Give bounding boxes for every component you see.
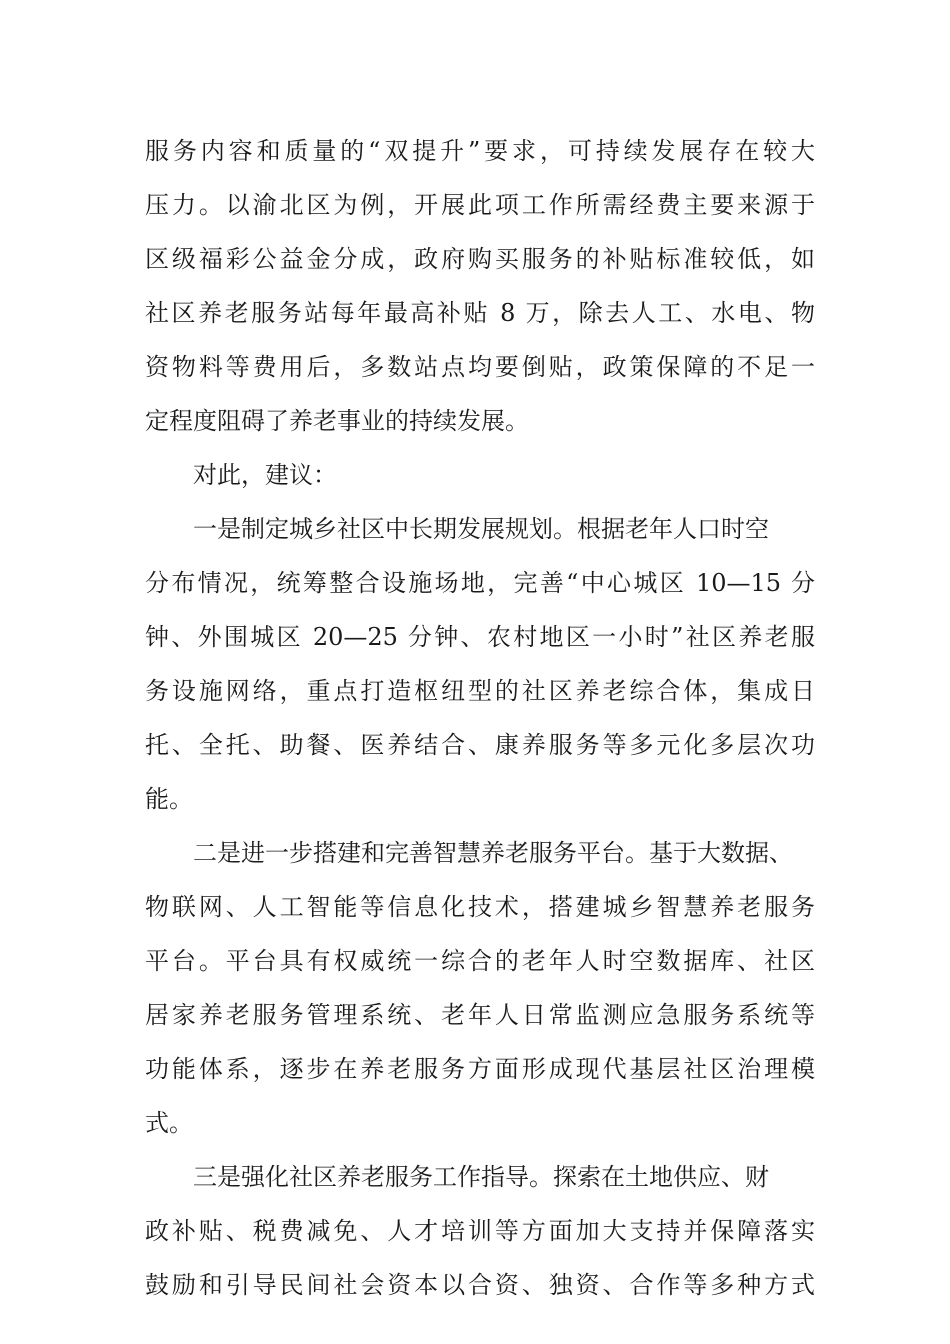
text-line: 社区养老服务站每年最高补贴 8 万，除去人工、水电、物 xyxy=(145,299,815,327)
text-line: 服务内容和质量的“双提升”要求，可持续发展存在较大 xyxy=(145,137,815,165)
text-line: 能。 xyxy=(145,785,193,813)
text-line: 二是进一步搭建和完善智慧养老服务平台。基于大数据、 xyxy=(193,839,793,867)
text-line: 三是强化社区养老服务工作指导。探索在土地供应、财 xyxy=(193,1163,769,1191)
text-line: 压力。以渝北区为例，开展此项工作所需经费主要来源于 xyxy=(145,191,815,219)
text-line: 式。 xyxy=(145,1109,193,1137)
text-line: 功能体系，逐步在养老服务方面形成现代基层社区治理模 xyxy=(145,1055,815,1083)
text-line: 托、全托、助餐、医养结合、康养服务等多元化多层次功 xyxy=(145,731,815,759)
text-line: 平台。平台具有权威统一综合的老年人时空数据库、社区 xyxy=(145,947,815,975)
text-line: 政补贴、税费减免、人才培训等方面加大支持并保障落实 xyxy=(145,1217,815,1245)
text-line: 区级福彩公益金分成，政府购买服务的补贴标准较低，如 xyxy=(145,245,815,273)
text-line: 资物料等费用后，多数站点均要倒贴，政策保障的不足一 xyxy=(145,353,815,381)
text-line: 分布情况，统筹整合设施场地，完善“中心城区 10—15 分 xyxy=(145,569,815,597)
paragraph-heading: 对此，建议： xyxy=(193,461,337,489)
text-line: 鼓励和引导民间社会资本以合资、独资、合作等多种方式 xyxy=(145,1271,815,1299)
text-line: 钟、外围城区 20—25 分钟、农村地区一小时”社区养老服 xyxy=(145,623,815,651)
text-line: 物联网、人工智能等信息化技术，搭建城乡智慧养老服务 xyxy=(145,893,815,921)
text-line: 定程度阻碍了养老事业的持续发展。 xyxy=(145,407,529,435)
text-line: 务设施网络，重点打造枢纽型的社区养老综合体，集成日 xyxy=(145,677,815,705)
text-line: 一是制定城乡社区中长期发展规划。根据老年人口时空 xyxy=(193,515,769,543)
document-body xyxy=(145,124,815,1312)
text-line: 居家养老服务管理系统、老年人日常监测应急服务系统等 xyxy=(145,1001,815,1029)
